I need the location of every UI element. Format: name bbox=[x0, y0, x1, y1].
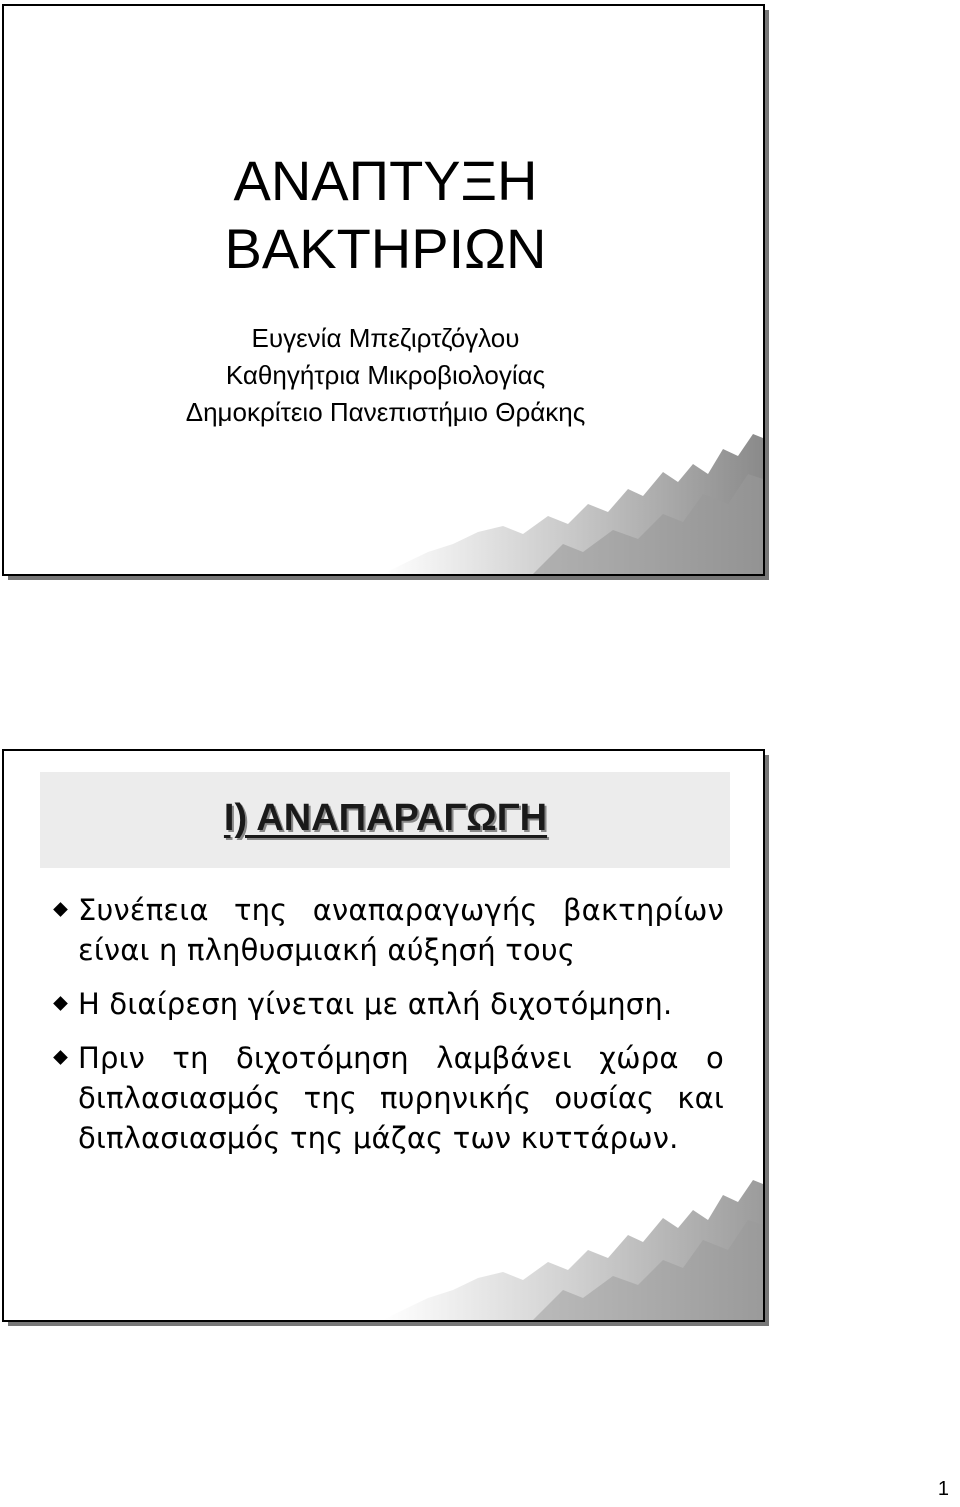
slide-2 bbox=[2, 749, 765, 1322]
slide-1 bbox=[2, 4, 765, 576]
bullet-text: Η διαίρεση γίνεται με απλή διχοτόμηση. bbox=[78, 987, 673, 1021]
mountain-decoration bbox=[383, 434, 763, 574]
diamond-bullet-icon bbox=[53, 996, 68, 1011]
bullet-item bbox=[50, 984, 724, 1024]
bullet-list bbox=[50, 890, 724, 1172]
bullet-item bbox=[50, 890, 724, 970]
diamond-bullet-icon bbox=[53, 902, 68, 917]
author-university: Δημοκρίτειο Πανεπιστήμιο Θράκης bbox=[185, 397, 586, 427]
title-line-1: ΑΝΑΠΤΥΞΗ bbox=[233, 149, 538, 212]
bullet-text: Πριν τη διχοτόμηση λαμβάνει χώρα ο διπλασιασμός της πυρηνικής ουσίας και διπλασιασμός της μάζας των κυττάρων. bbox=[78, 1041, 724, 1155]
slide-1-title bbox=[4, 147, 765, 283]
author-block bbox=[4, 320, 765, 431]
page-number: 1 bbox=[937, 1478, 949, 1500]
mountain-decoration bbox=[383, 1180, 763, 1320]
author-name: Ευγενία Μπεζιρτζόγλου bbox=[251, 323, 520, 353]
author-position: Καθηγήτρια Μικροβιολογίας bbox=[225, 360, 546, 390]
bullet-text: Συνέπεια της αναπαραγωγής βακτηρίων είναι η πληθυσμιακή αύξησή τους bbox=[78, 893, 724, 967]
diamond-bullet-icon bbox=[53, 1050, 68, 1065]
bullet-item bbox=[50, 1038, 724, 1158]
title-line-2: ΒΑΚΤΗΡΙΩΝ bbox=[224, 217, 547, 280]
slide-2-title: Ι) ΑΝΑΠΑΡΑΓΩΓΗ bbox=[223, 797, 548, 839]
